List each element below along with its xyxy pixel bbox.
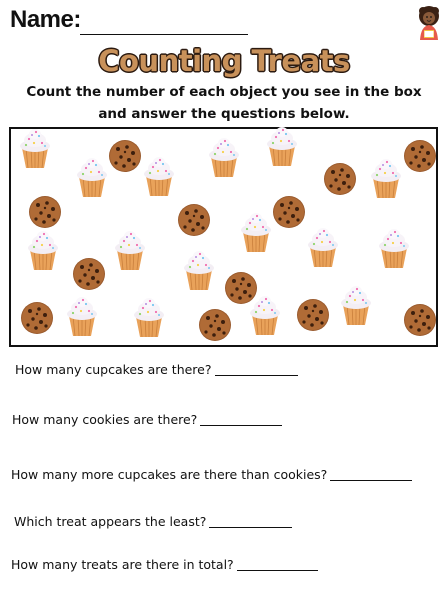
cupcake-icon (23, 228, 63, 272)
answer-line-1[interactable] (215, 374, 298, 376)
cupcake-icon (62, 294, 102, 338)
answer-line-3[interactable] (330, 479, 412, 481)
question-4-text: Which treat appears the least? (14, 514, 207, 529)
cupcake-icon (110, 228, 150, 272)
page-title: Counting Treats (98, 44, 350, 78)
cookie-icon (320, 157, 360, 201)
answer-line-2[interactable] (200, 424, 282, 426)
cupcake-icon (245, 293, 285, 337)
cookie-icon (69, 252, 109, 296)
cupcake-icon (204, 135, 244, 179)
cupcake-icon (262, 124, 302, 168)
question-2-text: How many cookies are there? (12, 412, 198, 427)
girl-avatar-icon (414, 4, 444, 42)
cookie-icon (195, 303, 235, 347)
cookie-icon (17, 296, 57, 340)
question-3 (11, 467, 412, 482)
cupcake-icon (374, 226, 414, 270)
instructions-line-1: Count the number of each object you see in the box (26, 84, 422, 100)
cupcake-icon (303, 225, 343, 269)
question-2 (12, 412, 282, 427)
answer-line-5[interactable] (237, 569, 318, 571)
answer-line-4[interactable] (209, 526, 292, 528)
cupcake-icon (15, 126, 55, 170)
name-answer-line[interactable] (80, 34, 248, 35)
cupcake-icon (336, 283, 376, 327)
cupcake-icon (129, 295, 169, 339)
cupcake-icon (139, 154, 179, 198)
cupcake-icon (236, 210, 276, 254)
cookie-icon (400, 134, 440, 178)
instructions-line-2: and answer the questions below. (98, 106, 350, 122)
cookie-icon (174, 198, 214, 242)
name-label: Name: (10, 6, 81, 33)
question-5 (11, 557, 318, 572)
cookie-icon (293, 293, 333, 337)
cookie-icon (400, 298, 440, 342)
question-1 (15, 362, 298, 377)
question-3-text: How many more cupcakes are there than cookies? (11, 467, 328, 482)
cupcake-icon (179, 248, 219, 292)
question-4 (14, 514, 292, 529)
question-1-text: How many cupcakes are there? (15, 362, 212, 377)
question-5-text: How many treats are there in total? (11, 557, 234, 572)
cupcake-icon (72, 155, 112, 199)
